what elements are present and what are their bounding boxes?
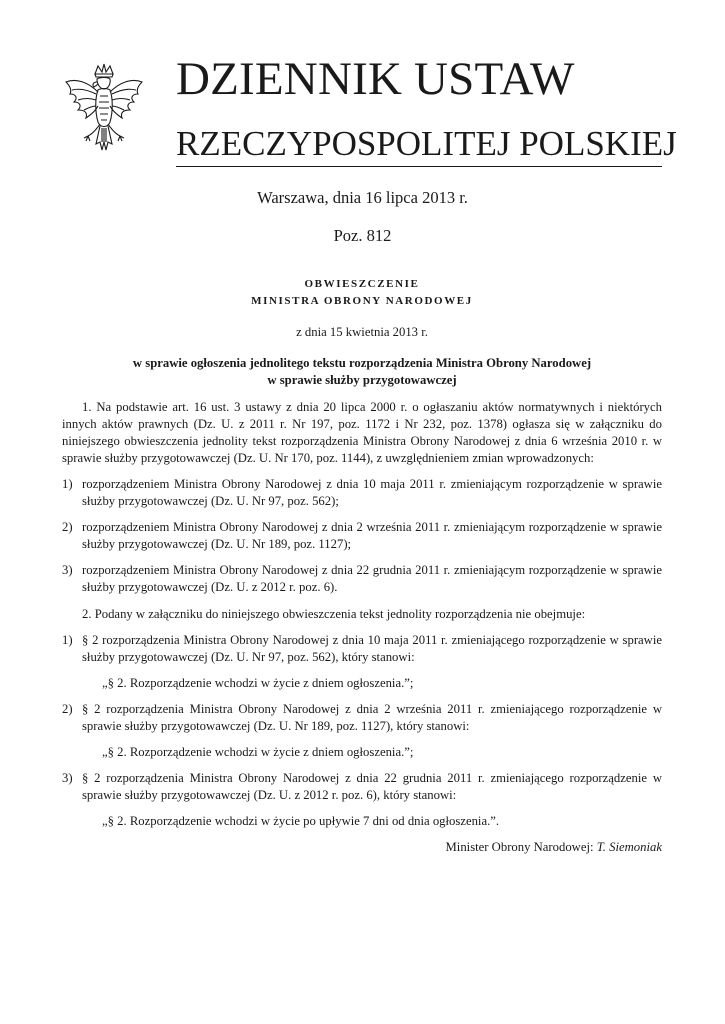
- gazette-title: DZIENNIK USTAW: [176, 53, 575, 105]
- list-number: 3): [62, 563, 73, 577]
- list-text: rozporządzeniem Ministra Obrony Narodowej z dnia 10 maja 2011 r. zmieniającym rozporządzenie w sprawie służby przygotowawczej (Dz. U. Nr 97, poz. 562);: [82, 477, 662, 508]
- list-number: 3): [62, 771, 73, 785]
- announcement-issuer: MINISTRA OBRONY NARODOWEJ: [251, 295, 473, 307]
- section2-quote-1: „§ 2. Rozporządzenie wchodzi w życie z dniem ogłoszenia.”;: [102, 676, 414, 690]
- section2-quote-2: „§ 2. Rozporządzenie wchodzi w życie z dniem ogłoszenia.”;: [102, 745, 414, 759]
- list-number: 1): [62, 477, 73, 491]
- list-text: § 2 rozporządzenia Ministra Obrony Narodowej z dnia 10 maja 2011 r. zmieniającego rozporządzenie w sprawie służby przygotowawczej (Dz. U. Nr 97, poz. 562), który stanowi:: [82, 633, 662, 664]
- section1-item-3: [62, 562, 662, 596]
- gazette-subtitle: RZECZYPOSPOLITEJ POLSKIEJ: [176, 124, 677, 163]
- section2-item-2: [62, 701, 662, 735]
- section1-item-2: [62, 519, 662, 553]
- dateline: Warszawa, dnia 16 lipca 2013 r.: [257, 188, 468, 207]
- list-number: 2): [62, 520, 73, 534]
- polish-eagle-emblem-icon: [62, 62, 146, 162]
- announcement-heading: OBWIESZCZENIE: [304, 278, 420, 290]
- list-text: § 2 rozporządzenia Ministra Obrony Narodowej z dnia 22 grudnia 2011 r. zmieniającego rozporządzenie w sprawie służby przygotowawczej (Dz. U. z 2012 r. poz. 6), który stanowi:: [82, 771, 662, 802]
- signature-block: [62, 839, 662, 856]
- section2-quote-3: „§ 2. Rozporządzenie wchodzi w życie po upływie 7 dni od dnia ogłoszenia.”.: [102, 814, 500, 828]
- list-text: rozporządzeniem Ministra Obrony Narodowej z dnia 22 grudnia 2011 r. zmieniającym rozporządzenie w sprawie służby przygotowawczej (Dz. U. z 2012 r. poz. 6).: [82, 563, 662, 594]
- signature-role: Minister Obrony Narodowej:: [445, 840, 594, 854]
- document-body: [62, 276, 662, 856]
- list-number: 2): [62, 702, 73, 716]
- section2-intro: 2. Podany w załączniku do niniejszego obwieszczenia tekst jednolity rozporządzenia nie obejmuje:: [82, 607, 586, 621]
- masthead-divider: [176, 166, 662, 167]
- announcement-subject-line2: w sprawie służby przygotowawczej: [267, 373, 457, 387]
- list-text: § 2 rozporządzenia Ministra Obrony Narodowej z dnia 2 września 2011 r. zmieniającego rozporządzenie w sprawie służby przygotowawczej (Dz. U. Nr 189, poz. 1127), który stanowi:: [82, 702, 662, 733]
- position-number: Poz. 812: [333, 226, 392, 245]
- announcement-subject-line1: w sprawie ogłoszenia jednolitego tekstu rozporządzenia Ministra Obrony Narodowej: [132, 356, 592, 370]
- section1-intro: 1. Na podstawie art. 16 ust. 3 ustawy z dnia 20 lipca 2000 r. o ogłaszaniu aktów normatywnych i niektórych innych aktów prawnych (Dz. U. z 2011 r. Nr 197, poz. 1172 i Nr 232, poz. 1378) ogłasza się w załączniku do niniejszego obwieszczenia jednolity tekst rozporządzenia Ministra Obrony Narodowej z dnia 6 września 2010 r. w sprawie służby przygotowawczej (Dz. U. Nr 170, poz. 1144), z uwzględnieniem zmian wprowadzonych:: [62, 400, 662, 465]
- section1-item-1: [62, 476, 662, 510]
- list-text: rozporządzeniem Ministra Obrony Narodowej z dnia 2 września 2011 r. zmieniającym rozporządzenie w sprawie służby przygotowawczej (Dz. U. Nr 189, poz. 1127);: [82, 520, 662, 551]
- announcement-date: z dnia 15 kwietnia 2013 r.: [296, 325, 428, 339]
- section2-item-3: [62, 770, 662, 804]
- signature-name: T. Siemoniak: [596, 840, 662, 854]
- list-number: 1): [62, 633, 73, 647]
- section2-item-1: [62, 632, 662, 666]
